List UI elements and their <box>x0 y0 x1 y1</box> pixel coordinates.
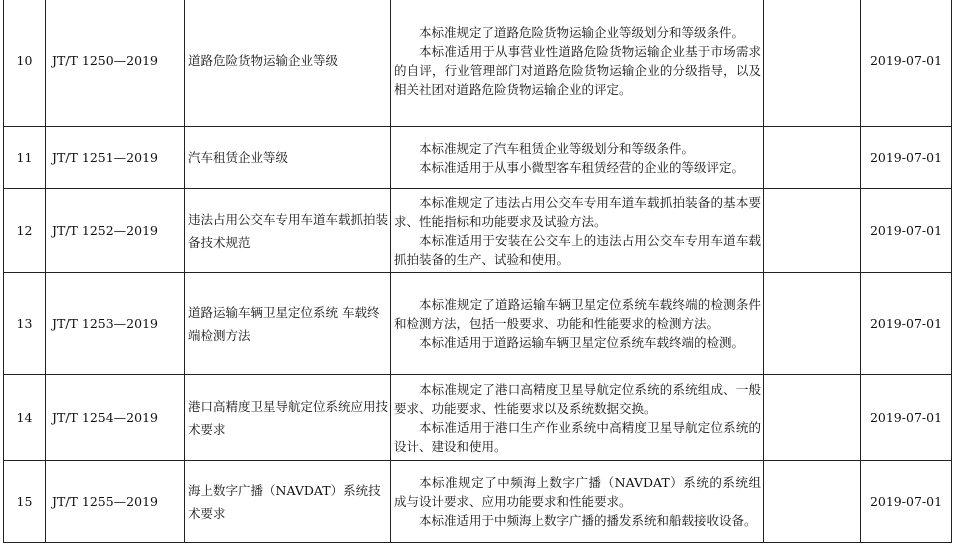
applicability-text: 本标准适用于从事营业性道路危险货物运输企业基于市场需求的自评，行业管理部门对道路危险货物运输企业的分级指导，以及相关社团对道路危险货物运输企业的评定。 <box>394 43 761 97</box>
standard-name: 汽车租赁企业等级 <box>185 127 391 189</box>
scope-text: 本标准规定了港口高精度卫星导航定位系统的系统组成、一般要求、功能要求、性能要求以及系统数据交换。 <box>394 381 761 416</box>
replaced-standard <box>764 375 861 461</box>
effective-date: 2019-07-01 <box>861 461 952 543</box>
replaced-standard <box>764 189 861 273</box>
row-index: 15 <box>4 461 46 543</box>
standard-code: JT/T 1253—2019 <box>46 273 185 375</box>
standard-code: JT/T 1255—2019 <box>46 461 185 543</box>
scope-text: 本标准规定了汽车租赁企业等级划分和等级条件。 <box>419 140 695 156</box>
scope-text: 本标准规定了道路危险货物运输企业等级划分和等级条件。 <box>419 24 745 40</box>
replaced-standard <box>764 461 861 543</box>
row-index: 10 <box>4 0 46 127</box>
standard-code: JT/T 1250—2019 <box>46 0 185 127</box>
standard-code: JT/T 1251—2019 <box>46 127 185 189</box>
effective-date: 2019-07-01 <box>861 0 952 127</box>
standard-name: 海上数字广播（NAVDAT）系统技术要求 <box>185 461 391 543</box>
applicability-text: 本标准适用于安装在公交车上的违法占用公交车专用车道车载抓拍装备的生产、试验和使用。 <box>394 232 761 267</box>
applicability-text: 本标准适用于从事小微型客车租赁经营的企业的等级评定。 <box>419 159 745 175</box>
standard-name: 道路危险货物运输企业等级 <box>185 0 391 127</box>
effective-date: 2019-07-01 <box>861 273 952 375</box>
standard-name: 港口高精度卫星导航定位系统应用技术要求 <box>185 375 391 461</box>
standard-description <box>391 127 764 189</box>
row-index: 12 <box>4 189 46 273</box>
scope-text: 本标准规定了违法占用公交车专用车道车载抓拍装备的基本要求、性能指标和功能要求及试验方法。 <box>394 194 761 229</box>
standard-description <box>391 0 764 127</box>
standard-description <box>391 461 764 543</box>
scope-text: 本标准规定了中频海上数字广播（NAVDAT）系统的系统组成与设计要求、应用功能要求和性能要求。 <box>394 475 761 509</box>
row-index: 13 <box>4 273 46 375</box>
standard-description <box>391 375 764 461</box>
applicability-text: 本标准适用于道路运输车辆卫星定位系统车载终端的检测。 <box>419 335 745 350</box>
standards-table <box>3 0 952 543</box>
table-row <box>4 375 952 461</box>
table-row <box>4 461 952 543</box>
standard-name: 违法占用公交车专用车道车载抓拍装备技术规范 <box>185 189 391 273</box>
standard-name: 道路运输车辆卫星定位系统 车载终端检测方法 <box>185 273 391 375</box>
table-row <box>4 127 952 189</box>
row-index: 14 <box>4 375 46 461</box>
applicability-text: 本标准适用于港口生产作业系统中高精度卫星导航定位系统的设计、建设和使用。 <box>394 419 761 454</box>
standard-code: JT/T 1252—2019 <box>46 189 185 273</box>
row-index: 11 <box>4 127 46 189</box>
effective-date: 2019-07-01 <box>861 375 952 461</box>
table-row <box>4 189 952 273</box>
scope-text: 本标准规定了道路运输车辆卫星定位系统车载终端的检测条件和检测方法，包括一般要求、功能和性能要求的检测方法。 <box>394 297 761 331</box>
applicability-text: 本标准适用于中频海上数字广播的播发系统和船载接收设备。 <box>419 513 757 528</box>
standard-code: JT/T 1254—2019 <box>46 375 185 461</box>
replaced-standard <box>764 273 861 375</box>
standard-description <box>391 189 764 273</box>
table-row <box>4 273 952 375</box>
replaced-standard <box>764 0 861 127</box>
replaced-standard <box>764 127 861 189</box>
standard-description <box>391 273 764 375</box>
table-row <box>4 0 952 127</box>
effective-date: 2019-07-01 <box>861 189 952 273</box>
effective-date: 2019-07-01 <box>861 127 952 189</box>
